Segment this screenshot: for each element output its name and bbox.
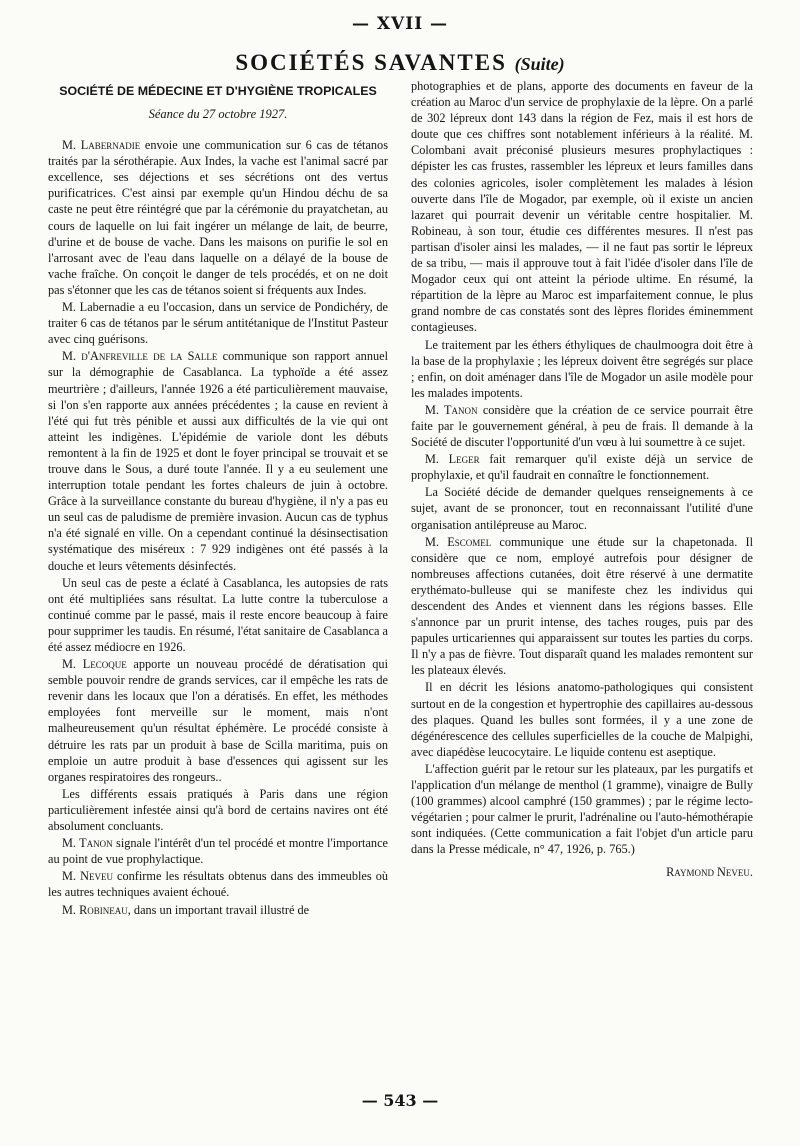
speaker-name: M. Lecoque bbox=[62, 657, 127, 672]
speaker-name: M. Robineau bbox=[62, 902, 128, 917]
paragraph-text: M. Labernadie a eu l'occasion, dans un service de Pondichéry, de traiter 6 cas de tétanos par le sérum antitétanique de l'Institut Pasteur avec cinq guérisons. bbox=[48, 300, 388, 347]
paragraph bbox=[411, 534, 753, 679]
right-column-body bbox=[411, 78, 753, 858]
right-column bbox=[411, 78, 753, 880]
page-number: — 543 — bbox=[361, 1091, 439, 1110]
paragraph-text: communique une étude sur la chapetonada. Il considère que ce nom, employé autrefois pour désigner de nombreuses affections cutanées, doit être réservé à une dermatite erythémato-bulleuse qui se manifeste chez les individus qui descendent des Andes et viennent dans les régions basses. Elle s'annonce par un prurit intense, des taches rouges, puis par des papules urticariennes qui apparaissent sur toutes les parties du corps. Il n'y a pas de fièvre. Tout disparaît quand les malades remontent sur les plateaux élevés. bbox=[411, 534, 754, 678]
paragraph-text: photographies et de plans, apporte des documents en faveur de la création au Maroc d'un service de prophylaxie de la lèpre. On a parlé de 302 lépreux dont 143 dans la région de Fez, mais il est hors de doute que ces chiffres sont notablement inférieurs à la réalité. M. Colombani avait préconisé plusieurs mesures prophylactiques : dépister les cas frustes, rassembler les lépreux et leurs familles dans des colonies agricoles, isoler complètement les malades à lésion ouverte dans l'île de Mogador, par exemple, où il existe un ancien lazaret qui pourrait devenir un véritable centre hospitalier. M. Robineau, à son tour, étudie ces différentes mesures. Il n'est pas partisan d'isoler ainsi les malades, — il ne faut pas sortir le lépreux de sa tribu, — mais il approuve tout à fait l'idée d'isoler dans l'île de Mogador ceux qui ont atteint la période ultime. En résumé, la répartition de la lèpre au Maroc est imparfaitement connue, le plus grand nombre de cas constatés sont des lèpres florides éminemment contagieuses. bbox=[411, 79, 753, 335]
paragraph-text: , dans un important travail illustré de bbox=[127, 902, 310, 917]
paragraph bbox=[411, 484, 753, 532]
paragraph-text: Les différents essais pratiqués à Paris dans une région particulièrement infestée ainsi qu'à bord de certains navires ont été absolument concluants. bbox=[48, 786, 388, 834]
paragraph-text: communique son rapport annuel sur la démographie de Casablanca. La typhoïde a été assez meurtrière ; d'ailleurs, l'année 1926 a été particulièrement mauvaise, si l'on s'en rapporte aux années précédentes ; la cause en revient à l'été qui fut très pénible et aussi aux difficultés de la vie qui ont atteint les indigènes. L'épidémie de variole dont les débuts remontent à la fin de 1925 et dont le foyer principal se trouvait et se trouve dans le Sous, a duré toute l'année. Il y a eu seulement une interruption totale pendant les fortes chaleurs de juin à octobre. Grâce à la surveillance constante du bureau d'hygiène, il n'y a pas eu un seul cas de paludisme de première invasion. Aucun cas de typhus n'a été signalé en ville. On a cependant continué la désinsectisation systématique des miséreux : 7 929 indigènes ont été passés à la douche et leurs vêtements désinfectés. bbox=[48, 349, 388, 573]
speaker-name: M. Tanon bbox=[425, 402, 478, 417]
paragraph-text: signale l'intérêt d'un tel procédé et montre l'importance au point de vue prophylactique. bbox=[48, 836, 389, 867]
society-title: SOCIÉTÉ DE MÉDECINE ET D'HYGIÈNE TROPICALES bbox=[59, 84, 377, 98]
left-column-body bbox=[48, 137, 388, 918]
paragraph-text: apporte un nouveau procédé de dératisation qui semble pouvoir rendre de grands services, car il empêche les rats de revenir dans les locaux que l'on a dératisés. En effet, les méthodes employées font merveille sur le moment, mais n'ont malheureusement qu'un résultat éphémère. Le procédé consiste à détruire les rats par un produit à base de Scilla maritima, puis on emploie un autre produit à base d'essences qui agissent sur les organes respiratoires des rongeurs.. bbox=[48, 657, 388, 784]
paragraph bbox=[411, 337, 753, 401]
paragraph bbox=[48, 137, 388, 298]
paragraph bbox=[411, 761, 753, 858]
speaker-name: M. Tanon bbox=[62, 836, 113, 851]
main-title bbox=[0, 50, 800, 76]
session-date: Séance du 27 octobre 1927. bbox=[148, 107, 288, 121]
paragraph-text: L'affection guérit par le retour sur les plateaux, par les purgatifs et l'application d'un mélange de menthol (1 gramme), vinaigre de Bully (100 grammes) alcool camphré (150 grammes) ; par le régime lecto-végétarien ; pour calmer le prurit, l'adrénaline ou l'auto-hémothérapie sont indiquées. (Cette communication a fait l'objet d'un article paru dans la Presse médicale, n° 47, 1926, p. 765.) bbox=[411, 761, 753, 857]
paragraph bbox=[48, 786, 388, 834]
speaker-name: M. Neveu bbox=[62, 869, 113, 884]
paragraph bbox=[411, 679, 753, 759]
paragraph bbox=[48, 902, 388, 918]
speaker-name: M. Labernadie bbox=[62, 138, 141, 153]
paragraph-text: Le traitement par les éthers éthyliques de chaulmoogra doit être à la base de la prophylaxie ; les lépreux doivent être segrégés sur place ; enfin, on doit aménager dans l'île de Mogador un asile modèle pour les malades impotents. bbox=[411, 337, 753, 400]
speaker-name: M. Leger bbox=[425, 452, 480, 467]
speaker-name: M. Escomel bbox=[425, 534, 492, 549]
paragraph-text: envoie une communication sur 6 cas de tétanos traités par la sérothérapie. Aux Indes, la vache est l'animal sacré par excellence, ses déjections et ses sécrétions ont des vertus purificatrices. C'est ainsi par exemple qu'un Hindou déchu de sa caste ne peut être réintégré que par la cérémonie du prayatchetan, au cours de laquelle on lui fait ingérer un mélange de lait, de beurre, d'urine et de bouse de vache. Dans les maisons on purifie le sol en l'arrosant avec de l'eau dans laquelle on a délayé de la bouse de vache fraîche. On conçoit le danger de tels procédés, et on ne doit pas s'étonner que les cas de tétanos soient si fréquents aux Indes. bbox=[48, 138, 388, 297]
paragraph bbox=[48, 868, 388, 900]
paragraph-text: confirme les résultats obtenus dans des immeubles où les autres techniques avaient échoué. bbox=[48, 869, 389, 900]
paragraph bbox=[48, 656, 388, 785]
paragraph bbox=[48, 835, 388, 867]
speaker-name: M. d'Anfreville de la Salle bbox=[62, 349, 218, 364]
paragraph-text: considère que la création de ce service pourrait être faite par le gouvernement général, à peu de frais. Il demande à la Société de discuter l'opportunité d'un vœu à lui soumettre à ce sujet. bbox=[411, 402, 753, 450]
paragraph bbox=[48, 348, 388, 573]
paragraph-text: Il en décrit les lésions anatomo-pathologiques qui consistent surtout en de la congestion et hypertrophie des capillaires au-dessous des plaques. Quand les bulles sont formées, il y a une zone de dégénérescence des cellules superficielles de la couche de Malpighi, avec diapédèse leucocytaire. Le liquide contenu est aseptique. bbox=[411, 680, 753, 759]
paragraph bbox=[411, 402, 753, 450]
paragraph-text: La Société décide de demander quelques renseignements à ce sujet, avant de se prononcer, tout en reconnaissant l'utilité d'une organisation antilépreuse au Maroc. bbox=[411, 485, 753, 532]
paragraph bbox=[411, 451, 753, 483]
main-title-suite: (Suite) bbox=[514, 54, 565, 74]
main-title-text: SOCIÉTÉS SAVANTES bbox=[235, 50, 507, 75]
left-column bbox=[48, 78, 388, 919]
page-header-roman: — XVII — bbox=[351, 14, 449, 34]
paragraph bbox=[411, 78, 753, 336]
paragraph bbox=[48, 299, 388, 347]
paragraph-text: Un seul cas de peste a éclaté à Casablanca, les autopsies de rats ont été multipliées sans résultat. La lutte contre la tuberculose a continué comme par le passé, mais il reste encore beaucoup à faire pour supprimer les taudis. En résumé, l'état sanitaire de Casablanca a été assez médiocre en 1926. bbox=[48, 575, 388, 654]
signature: Raymond Neveu. bbox=[666, 864, 753, 879]
paragraph bbox=[48, 575, 388, 655]
paragraph-text: fait remarquer qu'il existe déjà un service de prophylaxie, et qu'il faudrait en connaître le fonctionnement. bbox=[411, 452, 754, 483]
